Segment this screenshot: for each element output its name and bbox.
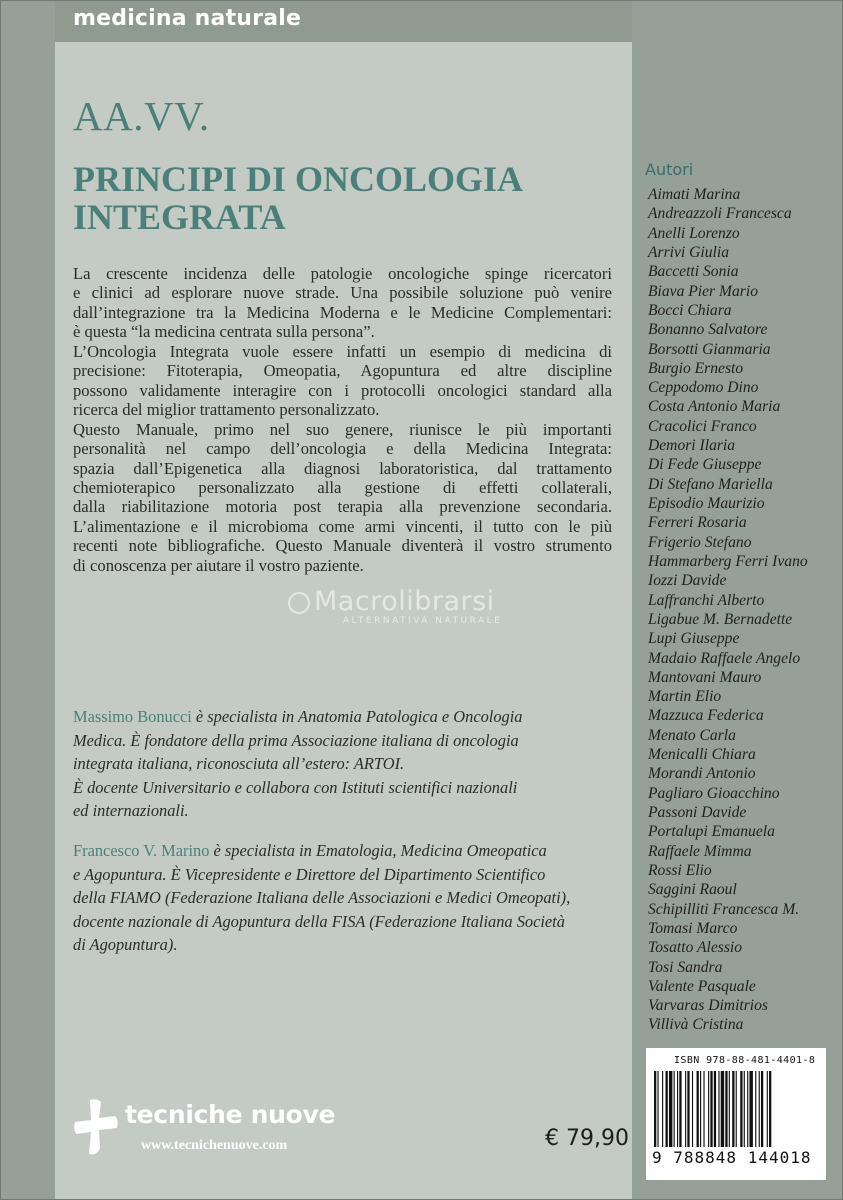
contributor-item: Andreazzoli Francesca xyxy=(648,205,792,223)
contributor-item: Aimati Marina xyxy=(648,186,741,203)
bio-line: Medica. È fondatore della prima Associazione italiana di oncologia xyxy=(73,730,519,750)
bio-line: È docente Universitario e collabora con Istituti scientifici nazionali xyxy=(73,777,518,797)
contributor-item: Tosi Sandra xyxy=(648,958,723,976)
contributor-item: Schipilliti Francesca M. xyxy=(648,900,800,918)
contributor-item: Demori Ilaria xyxy=(648,437,736,455)
contributor-item: Frigerio Stefano xyxy=(648,533,752,551)
watermark-subtitle: ALTERNATIVA NATURALE xyxy=(343,616,503,626)
contributor-item: Cracolici Franco xyxy=(648,417,757,435)
bio-line: della FIAMO (Federazione Italiana delle Associazioni e Medici Omeopati), xyxy=(73,888,571,907)
book-title-line: PRINCIPI DI ONCOLOGIA xyxy=(73,159,524,199)
contributor-item: Varvaras Dimitrios xyxy=(648,997,768,1015)
contributor-item: Martin Elio xyxy=(648,688,722,706)
contributor-item: Tomasi Marco xyxy=(648,919,738,937)
contributor-item: Bocci Chiara xyxy=(648,301,732,319)
contributor-item: Iozzi Davide xyxy=(648,572,727,590)
contributor-item: Costa Antonio Maria xyxy=(648,398,781,416)
blurb-line: La crescente incidenza delle patologie oncologiche spinge ricercatori xyxy=(73,264,612,283)
contributor-item: Di Stefano Mariella xyxy=(648,475,773,493)
authors-heading: AA.VV. xyxy=(73,93,210,139)
contributor-item: Passoni Davide xyxy=(648,804,747,821)
ean-number: 9 788848 144018 xyxy=(652,1148,812,1167)
contributor-item: Saggini Raoul xyxy=(648,881,737,899)
contributor-item: Biava Pier Mario xyxy=(648,282,759,300)
blurb-line: dalla riabilitazione motoria post terapia alla prevenzione secondaria. xyxy=(73,497,612,517)
contributor-item: Ligabue M. Bernadette xyxy=(648,610,793,628)
bio-line: di Agopuntura). xyxy=(73,935,178,954)
blurb-line: e clinici ad esplorare nuove strade. Una possibile soluzione può venire xyxy=(73,283,612,303)
bio-line: è specialista in Anatomia Patologica e Oncologia xyxy=(191,707,523,726)
contributor-item: Episodio Maurizio xyxy=(648,495,765,512)
plus-cross-icon xyxy=(73,1098,119,1156)
contributor-item: Pagliaro Gioacchino xyxy=(648,784,780,802)
series-label: medicina naturale xyxy=(73,6,302,31)
contributor-item: Anelli Lorenzo xyxy=(648,224,740,242)
contributor-item: Mantovani Mauro xyxy=(648,668,762,686)
contributor-item: Burgio Ernesto xyxy=(648,359,744,377)
blurb-line: chemioterapico personalizzato alla gestione di effetti collaterali, xyxy=(73,477,612,497)
bio-author-name: Massimo Bonucci xyxy=(73,707,192,726)
contributor-item: Morandi Antonio xyxy=(648,765,756,783)
blurb-line: è questa “la medicina centrata sulla persona”. xyxy=(73,322,375,342)
blurb-line: Questo Manuale, primo nel suo genere, riunisce le più importanti xyxy=(73,419,612,439)
blurb-line: L’Oncologia Integrata vuole essere infatti un esempio di medicina di xyxy=(73,341,612,361)
blurb-line: personalità nel campo dell’oncologia e della Medicina Integrata: xyxy=(73,439,612,459)
bio-line: ed internazionali. xyxy=(73,801,189,820)
contributor-item: Baccetti Sonia xyxy=(648,263,739,281)
contributor-item: Hammarberg Ferri Ivano xyxy=(648,552,808,570)
book-title-line: INTEGRATA xyxy=(73,197,286,237)
bio-line: e Agopuntura. È Vicepresidente e Direttore del Dipartimento Scientifico xyxy=(73,864,546,884)
blurb-line: L’alimentazione e il microbioma come armi vincenti, il tutto con le più xyxy=(73,516,612,536)
contributor-item: Mazzuca Federica xyxy=(648,707,764,725)
publisher-url: www.tecnichenuove.com xyxy=(141,1138,288,1153)
contributor-item: Laffranchi Alberto xyxy=(648,591,765,609)
blurb-line: ricerca del miglior trattamento personalizzato. xyxy=(73,400,380,420)
contributor-item: Raffaele Mimma xyxy=(648,842,752,860)
contributor-item: Ceppodomo Dino xyxy=(648,379,759,397)
author-bio xyxy=(73,705,618,823)
barcode-box xyxy=(646,1048,826,1180)
contributor-item: Madaio Raffaele Angelo xyxy=(648,649,801,667)
publisher-name: tecniche nuove xyxy=(125,1100,336,1129)
author-bio xyxy=(73,839,618,957)
contributor-item: Ferreri Rosaria xyxy=(648,514,747,532)
contributor-item: Borsotti Gianmaria xyxy=(648,340,771,358)
contributor-item: Di Fede Giuseppe xyxy=(648,456,762,474)
contributor-item: Bonanno Salvatore xyxy=(648,321,768,339)
price: € 79,90 xyxy=(545,1126,629,1151)
watermark-text: Macrolibrarsi xyxy=(314,586,495,617)
blurb-line: di conoscenza per aiutare il vostro paziente. xyxy=(73,555,364,575)
contributor-item: Tosatto Alessio xyxy=(648,939,743,957)
contributor-item: Arrivi Giulia xyxy=(648,243,729,261)
bio-line: è specialista in Ematologia, Medicina Omeopatica xyxy=(209,841,547,860)
book-title xyxy=(73,160,613,236)
contributors-heading: Autori xyxy=(645,160,694,179)
barcode-icon xyxy=(652,1071,820,1147)
contributor-item: Villivà Cristina xyxy=(648,1016,744,1034)
contributor-item: Lupi Giuseppe xyxy=(648,630,740,648)
bio-author-name: Francesco V. Marino xyxy=(73,841,210,860)
publisher-logo xyxy=(73,1090,373,1170)
blurb-line: spazia dall’Epigenetica alla diagnosi laboratoristica, dal trattamento xyxy=(73,458,612,478)
contributor-item: Menicalli Chiara xyxy=(648,746,756,764)
blurb-line: possono validamente interagire con i protocolli oncologici standard alla xyxy=(73,380,612,400)
contributor-item: Menato Carla xyxy=(648,726,736,744)
blurb-line: recenti note bibliografiche. Questo Manuale diventerà il vostro strumento xyxy=(73,536,612,556)
bio-line: integrata italiana, riconosciuta all’estero: ARTOI. xyxy=(73,754,405,773)
contributor-item: Rossi Elio xyxy=(648,861,712,879)
blurb-line: dall’integrazione tra la Medicina Moderna e le Medicine Complementari: xyxy=(73,302,612,322)
blurb xyxy=(73,264,612,575)
bio-line: docente nazionale di Agopuntura della FISA (Federazione Italiana Società xyxy=(73,911,565,931)
blurb-line: precisione: Fitoterapia, Omeopatia, Agopuntura ed altre discipline xyxy=(73,361,612,381)
contributor-item: Portalupi Emanuela xyxy=(648,823,775,841)
contributors-list xyxy=(648,185,808,1035)
contributor-item: Valente Pasquale xyxy=(648,977,756,995)
isbn-label: ISBN 978-88-481-4401-8 xyxy=(674,1055,816,1066)
